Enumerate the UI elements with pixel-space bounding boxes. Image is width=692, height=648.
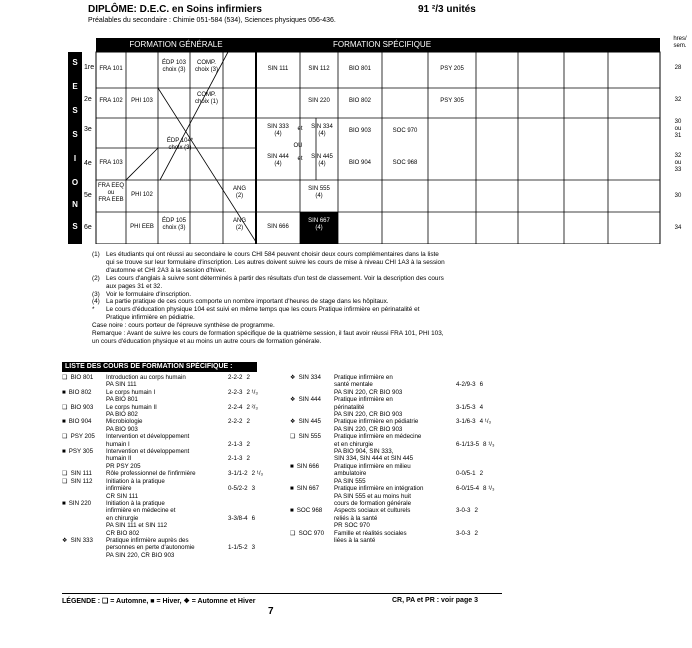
season-icon: ❑ bbox=[290, 433, 296, 441]
course-line: Le corps humain I bbox=[106, 388, 156, 396]
side-letter: O bbox=[71, 178, 79, 187]
cell-course: PSY 305 bbox=[440, 98, 464, 104]
course-code: ❖ SIN 333 bbox=[62, 536, 93, 544]
course-item bbox=[290, 433, 500, 463]
course-line: PA BIO 904, SIN 333, bbox=[334, 448, 394, 456]
course-code: ■ SIN 220 bbox=[62, 499, 92, 507]
side-letter: S bbox=[72, 130, 78, 139]
course-line: PA BIO 903 bbox=[106, 425, 138, 433]
course-item bbox=[62, 404, 272, 419]
course-line: périnatalité bbox=[334, 403, 365, 411]
course-line: Introduction au corps humain bbox=[106, 374, 186, 381]
page-number: 7 bbox=[268, 606, 274, 617]
course-weighting: 3-1/6-3 4 ¹/₃ bbox=[456, 418, 492, 426]
cell-course: ÉDP 104* choix (3) bbox=[166, 138, 194, 151]
course-line: cours de formation générale bbox=[334, 499, 412, 507]
course-code: ❑ SOC 970 bbox=[290, 529, 325, 537]
course-line: Aspects sociaux et culturels bbox=[334, 507, 411, 515]
cell-course: ANG (2) bbox=[232, 186, 246, 199]
season-icon: ■ bbox=[290, 462, 294, 470]
course-list-left bbox=[62, 374, 272, 559]
cell-course: FRA 102 bbox=[99, 98, 123, 104]
row-label: 3e bbox=[84, 126, 92, 133]
cell-course: COMP. choix (1) bbox=[194, 92, 218, 105]
cell-course: BIO 802 bbox=[348, 98, 371, 104]
footer-divider bbox=[62, 593, 502, 594]
cell-course: PHI 102 bbox=[131, 192, 153, 198]
course-code: ■ SIN 667 bbox=[290, 485, 320, 493]
course-item bbox=[290, 463, 500, 485]
course-line: Microbiologie bbox=[106, 418, 143, 426]
course-line: CR BIO 802 bbox=[106, 529, 140, 537]
course-line: et en chirurgie bbox=[334, 440, 374, 448]
course-line: ambulatoire bbox=[334, 470, 367, 478]
season-icon: ■ bbox=[290, 507, 294, 515]
course-code: ❖ SIN 445 bbox=[290, 418, 321, 426]
prerequisites: Préalables du secondaire : Chimie 051-584 (534), Sciences physiques 056-436. bbox=[88, 17, 336, 24]
course-weighting: 2-1-3 2 bbox=[228, 440, 250, 448]
cell-conj: et bbox=[297, 156, 303, 162]
season-icon: ❑ bbox=[62, 374, 68, 381]
course-item bbox=[290, 418, 500, 433]
note-continuation: aux pages 31 et 32. bbox=[106, 282, 163, 290]
course-line: PA SIN 555 et au moins huit bbox=[334, 492, 411, 500]
course-line: Intervention et développement bbox=[106, 433, 190, 441]
cell-course: SIN 444 (4) bbox=[267, 154, 289, 167]
side-letter: S bbox=[72, 106, 78, 115]
hours-value: 30 ou 31 bbox=[674, 119, 682, 139]
course-line: Intervention et développement bbox=[106, 448, 190, 456]
cell-course: FRA 101 bbox=[99, 66, 123, 72]
season-icon: ❑ bbox=[62, 477, 68, 485]
course-weighting: 2-2-2 2 bbox=[228, 418, 250, 426]
course-line: Pratique infirmière en bbox=[334, 374, 393, 381]
row-label: 1re bbox=[84, 64, 95, 71]
note-item: (3) Voir le formulaire d'inscription. bbox=[92, 290, 192, 298]
course-item bbox=[290, 374, 500, 396]
list-title: LISTE DES COURS DE FORMATION SPÉCIFIQUE : bbox=[62, 362, 257, 372]
season-icon: ❖ bbox=[290, 418, 296, 426]
season-icon: ■ bbox=[62, 499, 66, 507]
note-item: * Le cours d'éducation physique 104 est suivi en même temps que les cours Pratique infirmière en périnatalité et bbox=[92, 306, 420, 314]
course-code: ❑ SIN 111 bbox=[62, 470, 92, 478]
cell-conj: OU bbox=[293, 143, 303, 149]
course-item bbox=[62, 448, 272, 470]
course-line: Initiation à la pratique bbox=[106, 499, 165, 507]
course-line: Le corps humain II bbox=[106, 403, 157, 411]
side-letter: S bbox=[72, 58, 78, 67]
hours-value: 28 bbox=[674, 65, 682, 71]
course-line: PR PSY 205 bbox=[106, 462, 141, 470]
course-item bbox=[62, 478, 272, 500]
season-icon: ❑ bbox=[62, 403, 68, 411]
cell-course: SIN 112 bbox=[308, 66, 330, 72]
course-list-right bbox=[290, 374, 500, 544]
course-line: CR SIN 111 bbox=[106, 492, 139, 500]
cell-course: SIN 445 (4) bbox=[311, 154, 333, 167]
cell-course: COMP. choix (3) bbox=[194, 60, 218, 73]
cell-course: SOC 970 bbox=[392, 128, 418, 134]
note-item: (4) La partie pratique de ces cours comporte un nombre important d'heures de stage dans les hôpitaux. bbox=[92, 298, 389, 306]
course-line: humain II bbox=[106, 455, 132, 463]
course-weighting: 3-3/8-4 6 bbox=[228, 514, 256, 522]
course-weighting: 2-2-4 2 ²/₃ bbox=[228, 403, 258, 411]
course-weighting: 2-2-3 2 ¹/₃ bbox=[228, 388, 258, 396]
hours-value: 32 ou 33 bbox=[674, 153, 682, 173]
cell-course: PSY 205 bbox=[440, 66, 464, 72]
side-letter: I bbox=[73, 154, 77, 163]
cell-course-highlight: SIN 667 (4) bbox=[308, 218, 330, 231]
course-line: PA BIO 802 bbox=[106, 411, 138, 419]
course-weighting: 2-2-2 2 bbox=[228, 374, 250, 381]
course-line: PA SIN 555 bbox=[334, 477, 366, 485]
course-item bbox=[62, 537, 272, 559]
legend: LÉGENDE : ❑ = Automne, ■ = Hiver, ❖ = Automne et Hiver bbox=[62, 598, 256, 605]
cell-course: SIN 111 bbox=[267, 66, 289, 72]
season-icon: ❑ bbox=[290, 529, 296, 537]
course-line: en chirurgie bbox=[106, 514, 139, 522]
cell-course: SIN 334 (4) bbox=[311, 124, 333, 137]
course-weighting: 2-1-3 2 bbox=[228, 455, 250, 463]
course-item bbox=[62, 500, 272, 537]
season-icon: ❖ bbox=[290, 396, 296, 404]
course-line: santé mentale bbox=[334, 381, 373, 389]
cell-course: ÉDP 103 choix (3) bbox=[162, 60, 186, 73]
course-item bbox=[62, 418, 272, 433]
note-extra: un cours d'éducation physique et au moins un autre cours de formation générale. bbox=[92, 337, 322, 345]
side-letter: S bbox=[72, 222, 78, 231]
row-label: 4e bbox=[84, 160, 92, 167]
course-code: ❑ SIN 112 bbox=[62, 477, 93, 485]
course-code: ■ BIO 904 bbox=[62, 418, 92, 426]
course-line: infirmière en médecine et bbox=[106, 507, 176, 515]
course-line: Pratique infirmière en médecine bbox=[334, 433, 422, 441]
season-icon: ❑ bbox=[62, 433, 68, 441]
course-weighting: 0-5/2-2 3 bbox=[228, 485, 256, 493]
course-line: reliés à la santé bbox=[334, 514, 378, 522]
course-weighting: 3-1/5-3 4 bbox=[456, 403, 484, 411]
hours-value: 32 bbox=[674, 97, 682, 103]
hours-header: hres/ sem. bbox=[673, 36, 687, 49]
cell-course: SIN 333 (4) bbox=[267, 124, 289, 137]
course-code: ❖ SIN 334 bbox=[290, 374, 321, 381]
course-line: Pratique infirmière en pédiatrie bbox=[334, 418, 419, 426]
season-icon: ❑ bbox=[62, 470, 68, 478]
note-continuation: qui se trouve sur leur formulaire d'inscription. Les autres doivent suivre les cours de mise à niveau CHI 1A3 à la session bbox=[106, 258, 445, 266]
cell-course: BIO 801 bbox=[348, 66, 371, 72]
page-title: DIPLÔME: D.E.C. en Soins infirmiers bbox=[88, 4, 262, 15]
cell-course: SIN 666 bbox=[267, 224, 289, 230]
course-line: PA SIN 220, CR BIO 903 bbox=[334, 411, 403, 419]
course-code: ❖ SIN 444 bbox=[290, 396, 321, 404]
side-letter: N bbox=[72, 200, 78, 209]
course-weighting: 3-1/1-2 2 ¹/₃ bbox=[228, 470, 264, 478]
course-code: ■ SOC 968 bbox=[290, 507, 323, 515]
row-label: 2e bbox=[84, 96, 92, 103]
course-weighting: 3-0-3 2 bbox=[456, 507, 478, 515]
course-item bbox=[62, 389, 272, 404]
course-line: liées à la santé bbox=[334, 536, 376, 544]
course-line: infirmière bbox=[106, 485, 132, 493]
course-line: Initiation à la pratique bbox=[106, 477, 165, 485]
season-icon: ■ bbox=[62, 388, 66, 396]
course-item bbox=[290, 530, 500, 545]
hours-value: 30 bbox=[674, 193, 682, 199]
cell-course: SOC 968 bbox=[392, 160, 418, 166]
course-weighting: 6-1/13-5 8 ¹/₃ bbox=[456, 440, 495, 448]
hours-value: 34 bbox=[674, 225, 682, 231]
course-code: ■ BIO 802 bbox=[62, 388, 92, 396]
course-item bbox=[290, 507, 500, 529]
side-letter: E bbox=[72, 82, 78, 91]
cell-course: PHI EEB bbox=[130, 224, 154, 230]
course-line: PA BIO 801 bbox=[106, 396, 138, 404]
course-item bbox=[62, 433, 272, 448]
course-line: Rôle professionnel de l'infirmière bbox=[106, 470, 196, 478]
course-line: personnes en perte d'autonomie bbox=[106, 544, 195, 552]
cell-course: BIO 904 bbox=[348, 160, 371, 166]
cell-course: ANG (2) bbox=[232, 218, 246, 231]
note-extra: Case noire : cours porteur de l'épreuve synthèse de programme. bbox=[92, 322, 275, 330]
course-line: humain I bbox=[106, 440, 130, 448]
course-code: ❑ PSY 205 bbox=[62, 433, 95, 441]
course-line: Pratique infirmière en intégration bbox=[334, 485, 424, 493]
course-item bbox=[62, 374, 272, 389]
season-icon: ❖ bbox=[290, 374, 296, 381]
course-weighting: 3-0-3 2 bbox=[456, 529, 478, 537]
course-line: Pratique infirmière en milieu bbox=[334, 462, 411, 470]
season-icon: ■ bbox=[62, 448, 66, 456]
course-code: ■ SIN 666 bbox=[290, 462, 320, 470]
season-icon: ❖ bbox=[62, 536, 68, 544]
spec-header: FORMATION SPÉCIFIQUE bbox=[332, 40, 432, 49]
course-weighting: 1-1/5-2 3 bbox=[228, 544, 256, 552]
cell-course: PHI 103 bbox=[131, 98, 153, 104]
course-code: ❑ SIN 555 bbox=[290, 433, 321, 441]
units-total: 91 ²/3 unités bbox=[418, 4, 476, 15]
gen-header: FORMATION GÉNÉRALE bbox=[129, 40, 223, 49]
note-item: (2) Les cours d'anglais à suivre sont déterminés à partir des résultats d'un test de classement. Voir la description des cours bbox=[92, 274, 444, 282]
note-item: (1) Les étudiants qui ont réussi au secondaire le cours CHI 584 peuvent choisir deux cours complémentaires dans la liste bbox=[92, 251, 439, 258]
course-item bbox=[290, 485, 500, 507]
course-line: PA SIN 220, CR BIO 903 bbox=[334, 425, 403, 433]
cell-conj: et bbox=[297, 126, 303, 132]
reference-note: CR, PA et PR : voir page 3 bbox=[392, 597, 478, 604]
cell-course: FRA EEQ ou FRA EEB bbox=[97, 183, 124, 203]
course-item bbox=[62, 470, 272, 477]
course-code: ❑ BIO 903 bbox=[62, 403, 94, 411]
notes bbox=[92, 251, 582, 346]
row-label: 6e bbox=[84, 224, 92, 231]
course-line: PA SIN 111 et SIN 112 bbox=[106, 522, 168, 530]
course-weighting: 0-0/5-1 2 bbox=[456, 470, 484, 478]
course-weighting: 6-0/15-4 8 ¹/₃ bbox=[456, 485, 495, 493]
cell-course: SIN 555 (4) bbox=[308, 186, 330, 199]
cell-course: SIN 220 bbox=[308, 98, 330, 104]
course-line: PA SIN 111 bbox=[106, 381, 137, 389]
cell-course: BIO 903 bbox=[348, 128, 371, 134]
course-code: ❑ BIO 801 bbox=[62, 374, 94, 381]
course-weighting: 4-2/9-3 6 bbox=[456, 381, 484, 389]
course-line: Famille et réalités sociales bbox=[334, 529, 407, 537]
course-line: SIN 334, SIN 444 et SIN 445 bbox=[334, 455, 414, 463]
course-code: ■ PSY 305 bbox=[62, 448, 94, 456]
course-line: PA SIN 220, CR BIO 903 bbox=[106, 551, 175, 559]
note-extra: Remarque : Avant de suivre les cours de formation spécifique de la quatrième session, il faut avoir réussi FRA 101, PHI 103, bbox=[92, 330, 444, 338]
course-line: Pratique infirmière en bbox=[334, 396, 393, 404]
course-line: PA SIN 220, CR BIO 903 bbox=[334, 388, 403, 396]
season-icon: ■ bbox=[290, 485, 294, 493]
course-item bbox=[290, 396, 500, 418]
course-line: PR SOC 970 bbox=[334, 522, 370, 530]
note-continuation: d'automne et CHI 2A3 à la session d'hiver. bbox=[106, 266, 227, 274]
cell-course: FRA 103 bbox=[99, 160, 123, 166]
cell-course: ÉDP 105 choix (3) bbox=[162, 218, 186, 231]
season-icon: ■ bbox=[62, 418, 66, 426]
course-line: Pratique infirmière auprès des bbox=[106, 536, 189, 544]
row-label: 5e bbox=[84, 192, 92, 199]
note-continuation: Pratique infirmière en pédiatrie. bbox=[106, 314, 195, 322]
